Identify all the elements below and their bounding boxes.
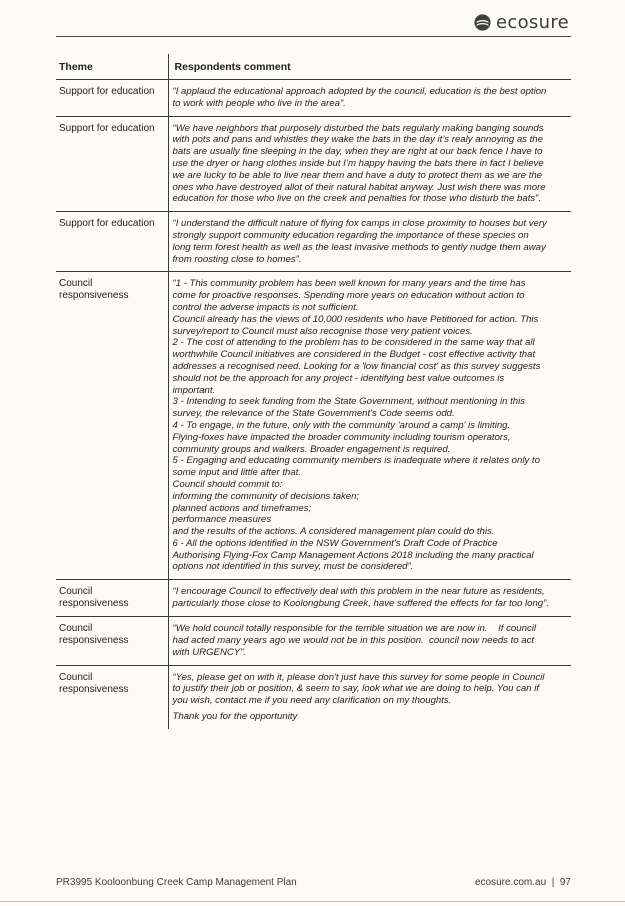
comment-line: “1 - This community problem has been well known for many years and the time has: [172, 278, 526, 290]
theme-cell: [56, 617, 168, 665]
comment-line: education for those who live on the creek and penalties for those who disturb the bats”.: [172, 193, 542, 205]
comment-line: Thank you for the opportunity: [172, 711, 298, 723]
table-row: [56, 665, 571, 729]
table-row: [56, 212, 571, 272]
comment-line: “I applaud the educational approach adopted by the council, education is the best option: [172, 86, 547, 97]
comment-line: Authorising Flying-Fox Camp Management Actions 2018 including the many practical: [172, 549, 534, 561]
theme-cell: [56, 665, 168, 729]
comment-line: 4 - To engage, in the future, only with the community 'around a camp' is limiting.: [172, 419, 511, 431]
comment-line: options not identified in this survey, must be considered”.: [172, 561, 414, 573]
page-number: 97: [559, 877, 571, 888]
theme-cell: [56, 580, 168, 617]
comment-cell: [168, 212, 571, 272]
comment-line: survey/report to Council must also recognise those very patient voices.: [172, 325, 473, 337]
comment-line: 3 - Intending to seek funding from the State Government, without mentioning in this: [172, 396, 526, 408]
theme-cell: Support for education: [56, 80, 168, 117]
header-rule: [56, 36, 571, 37]
comment-line: strongly support community education regarding the importance of these species on: [172, 229, 529, 241]
table-row: [56, 617, 571, 665]
theme-line: responsiveness: [59, 598, 129, 610]
footer-separator: |: [551, 877, 555, 888]
comment-line: 5 - Engaging and educating community members is inadequate where it relates only to: [172, 455, 540, 467]
comments-table: [56, 54, 571, 729]
comment-line: Council already has the views of 10,000 residents who have Petitioned for action. This: [172, 313, 539, 325]
theme-line: Council: [59, 586, 93, 598]
ecosure-logo-icon: [474, 14, 491, 31]
theme-cell: [56, 272, 168, 580]
theme-line: Council: [59, 671, 93, 683]
brand-name: ecosure: [496, 12, 569, 33]
theme-line: responsiveness: [59, 635, 129, 647]
comment-line: particularly those close to Koolongbung Creek, have suffered the effects for far too long”.: [172, 598, 550, 610]
comment-line: 2 - The cost of attending to the problem has to be considered in the same way that all: [172, 337, 535, 349]
table-row: [56, 116, 571, 212]
theme-line: Council: [59, 278, 93, 290]
theme-line: Council: [59, 623, 93, 635]
comment-cell: [168, 617, 571, 665]
comment-line: with URGENCY”.: [172, 646, 247, 658]
comment-cell: [168, 80, 571, 117]
comment-cell: [168, 665, 571, 729]
comment-line: “We have neighbors that purposely disturbed the bats regularly making banging sounds: [172, 122, 544, 134]
comment-line: long term forest health as well as the least invasive methods to gently nudge them away: [172, 241, 546, 253]
comment-line: “Yes, please get on with it, please don't just have this survey for some people in Council: [172, 671, 545, 683]
comment-line: you wish, contact me if you need any clarification on my thoughts.: [172, 695, 452, 707]
comment-line: we are lucky to be able to live near them and have a duty to protect them as we are the: [172, 169, 543, 181]
theme-line: responsiveness: [59, 290, 129, 302]
comment-cell: [168, 580, 571, 617]
comment-line: informing the community of decisions taken;: [172, 490, 360, 502]
table-row: [56, 580, 571, 617]
comment-line: Flying-foxes have impacted the broader community including tourism operators,: [172, 431, 511, 443]
comment-line: community groups and walkers. Broader engagement is required.: [172, 443, 451, 455]
comment-line: to work with people who live in the area”.: [172, 97, 346, 109]
comment-line: worthwhile Council initiatives are considered in the Budget - cost effective activity that: [172, 349, 536, 361]
comment-line: bats are usually fine sleeping in the day, when they are right at our back fence I have to: [172, 146, 543, 158]
comment-line: and the results of the actions. A considered management plan could do this.: [172, 526, 495, 538]
comment-line: from roosting close to homes”.: [172, 253, 302, 265]
comment-line: “I encourage Council to effectively deal with this problem in the near future as residents,: [172, 586, 545, 598]
column-header-comment: Respondents comment: [168, 54, 571, 80]
comment-line: important.: [172, 384, 216, 396]
footer-rule: [0, 901, 625, 902]
comment-cell: [168, 272, 571, 580]
comment-line: some input and little after that.: [172, 467, 302, 479]
comment-line: survey, the relevance of the State Government's Code seems odd.: [172, 408, 455, 420]
footer-document-title: PR3995 Kooloonbung Creek Camp Management Plan: [56, 877, 297, 888]
comment-line: “We hold council totally responsible for the terrible situation we are now in. If council: [172, 623, 536, 635]
theme-cell: Support for education: [56, 116, 168, 212]
comment-line: come for proactive responses. Spending more years on education without action to: [172, 290, 525, 302]
comment-line: ones who have destroyed allot of their natural habitat anyway. Just wish there was more: [172, 181, 546, 193]
comment-line: 6 - All the options identified in the NSW Government's Draft Code of Practice: [172, 537, 498, 549]
page-footer: [56, 877, 571, 888]
theme-line: responsiveness: [59, 683, 129, 695]
comment-cell: [168, 116, 571, 212]
theme-cell: Support for education: [56, 212, 168, 272]
table-row: [56, 80, 571, 117]
comment-line: to justify their job or position, & seem to say, look what we are doing to help. You can if: [172, 683, 540, 695]
column-header-theme: Theme: [56, 54, 168, 80]
comment-line: performance measures: [172, 514, 272, 526]
comment-line: addresses a recognised need. Looking for a 'low financial cost' as this survey suggests: [172, 360, 541, 372]
comment-line: use the dryer or hang clothes inside but I’m happy having the bats there in fact I believe: [172, 157, 544, 169]
comment-line: control the adverse impacts is not sufficient.: [172, 301, 359, 313]
table-row: [56, 272, 571, 580]
comment-line: had acted many years ago we would not be in this position. council now needs to act: [172, 635, 535, 647]
brand-logo: [474, 12, 569, 33]
footer-right: [475, 877, 571, 888]
comment-line: Council should commit to:: [172, 478, 283, 490]
comment-line: with pots and pans and whistles they wake the bats in the day it’s realy annoying as the: [172, 134, 543, 146]
comment-line: should not be the approach for any project - identifying best value outcomes is: [172, 372, 505, 384]
comment-line: planned actions and timeframes;: [172, 502, 312, 514]
comment-line: “I understand the difficult nature of flying fox camps in close proximity to houses but very: [172, 218, 547, 230]
table-header-row: [56, 54, 571, 80]
footer-site: ecosure.com.au: [474, 877, 547, 888]
